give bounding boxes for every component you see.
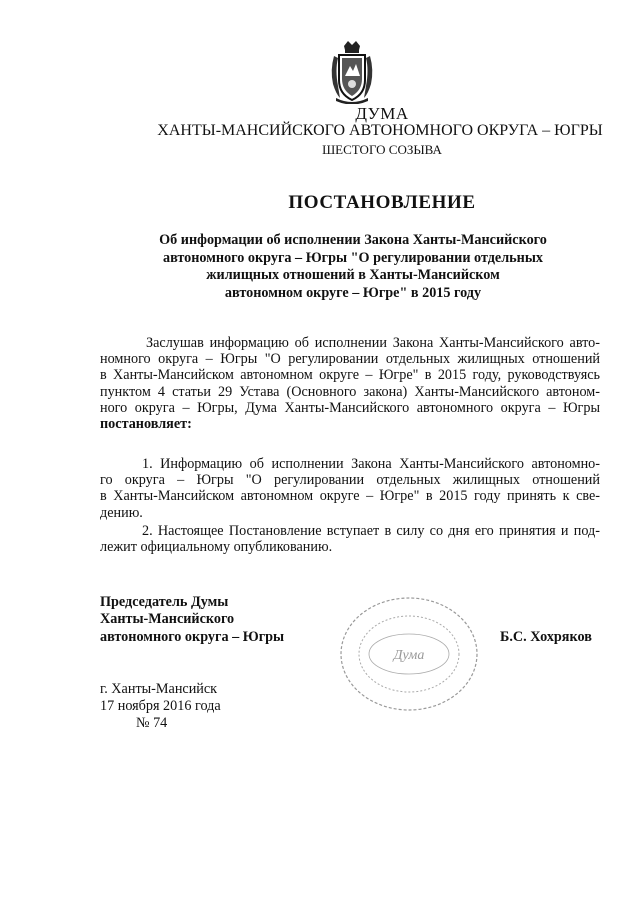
intro-paragraph (100, 335, 600, 432)
intro-line: Заслушав информацию об исполнении Закона Ханты-Мансийского авто- (146, 335, 600, 351)
item1-line: дению. (100, 504, 143, 521)
intro-line: в Ханты-Мансийском автономном округе – Югре" в 2015 году, руководствуясь (100, 367, 600, 384)
stamp-label: Дума (393, 648, 425, 663)
official-stamp (336, 592, 482, 716)
position-line: Ханты-Мансийского (100, 611, 235, 628)
item2-line: лежит официальному опубликованию. (100, 539, 333, 556)
intro-line: пунктом 4 статьи 29 Устава (Основного закона) Ханты-Мансийского автоном- (100, 383, 600, 400)
intro-line: ного округа – Югры, Дума Ханты-Мансийского автономного округа – Югры (100, 399, 600, 416)
place-and-date (100, 681, 221, 733)
organization-name: ДУМА (355, 104, 409, 123)
resolves-word: постановляет: (100, 416, 192, 433)
signer-position (100, 594, 284, 646)
document-subject (140, 232, 566, 302)
convocation: ШЕСТОГО СОЗЫВА (322, 142, 442, 157)
item1-line: в Ханты-Мансийском автономном округе – Югре" в 2015 году принять к све- (100, 488, 600, 505)
position-line: Председатель Думы (100, 594, 229, 610)
subject-line: Об информации об исполнении Закона Ханты-Мансийского (159, 232, 547, 248)
document-number: № 74 (136, 715, 168, 732)
resolution-item-2 (100, 523, 600, 555)
item2-line: 2. Настоящее Постановление вступает в силу со дня его принятия и под- (142, 523, 600, 539)
intro-line: номного округа – Югры "О регулировании отдельных жилищных отношений (100, 351, 600, 368)
city: г. Ханты-Мансийск (100, 681, 218, 697)
subject-line: жилищных отношений в Ханты-Мансийском (206, 267, 500, 284)
signer-name: Б.С. Хохряков (500, 629, 592, 645)
item1-line: 1. Информацию об исполнении Закона Ханты-Мансийского автономно- (142, 456, 600, 472)
date: 17 ноября 2016 года (100, 698, 221, 715)
position-line: автономного округа – Югры (100, 628, 285, 645)
coat-of-arms-icon (326, 40, 378, 104)
region-name: ХАНТЫ-МАНСИЙСКОГО АВТОНОМНОГО ОКРУГА – ЮГРЫ (157, 122, 603, 139)
document-type-title: ПОСТАНОВЛЕНИЕ (288, 192, 476, 213)
subject-line: автономном округе – Югре" в 2015 году (224, 284, 482, 301)
item1-line: го округа – Югры "О регулировании отдельных жилищных отношений (100, 472, 600, 489)
resolution-item-1 (100, 456, 600, 521)
subject-line: автономного округа – Югры "О регулировании отдельных (162, 249, 544, 266)
